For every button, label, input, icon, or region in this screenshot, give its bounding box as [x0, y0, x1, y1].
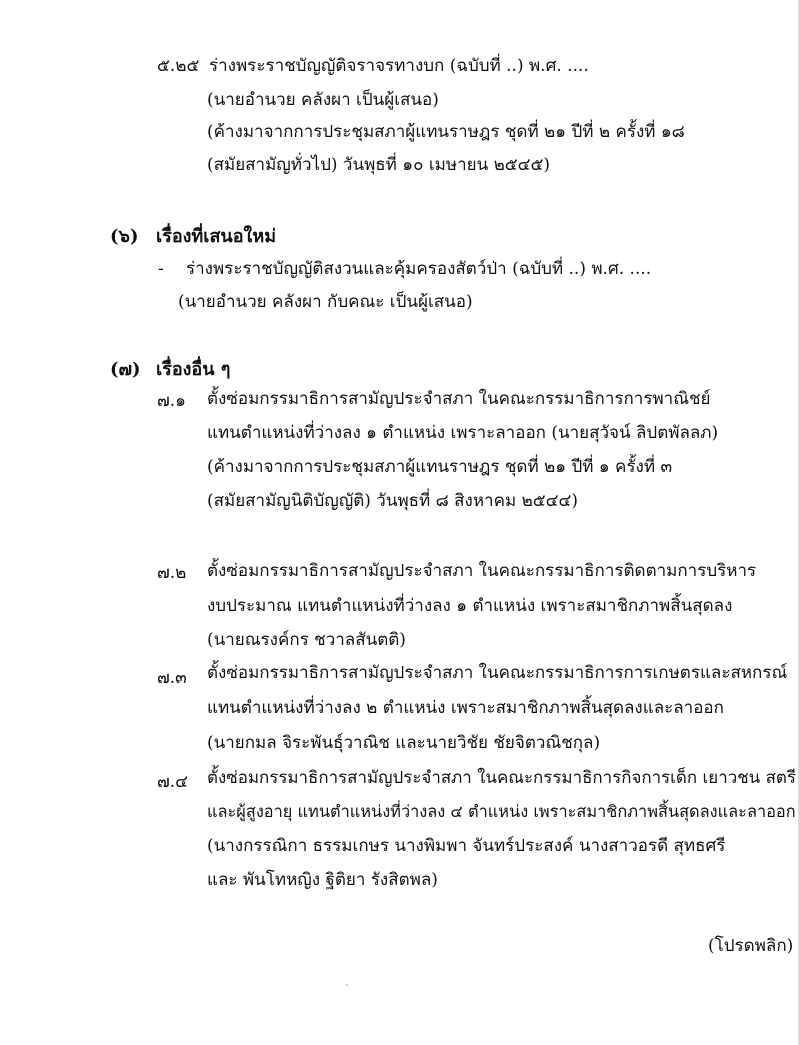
section-7-heading: เรื่องอื่น ๆ — [156, 359, 231, 380]
item-7-2-line: ตั้งซ่อมกรรมาธิการสามัญประจำสภา ในคณะกรรมาธิการติดตามการบริหาร — [207, 561, 757, 581]
item-5-25-proposer: (นายอำนวย คลังผา เป็นผู้เสนอ) — [207, 90, 439, 110]
item-5-25-session: (สมัยสามัญทั่วไป) วันพุธที่ ๑๐ เมษายน ๒๕๔๕) — [207, 155, 551, 175]
item-7-4-line: ตั้งซ่อมกรรมาธิการสามัญประจำสภา ในคณะกรรมาธิการกิจการเด็ก เยาวชน สตรี — [207, 767, 796, 787]
item-7-3-line: (นายกมล จิระพันธุ์วาณิช และนายวิชัย ชัยจิตวณิชกุล) — [207, 733, 601, 753]
item-7-1-line: (ค้างมาจากการประชุมสภาผู้แทนราษฎร ชุดที่ ๒๑ ปีที่ ๑ ครั้งที่ ๓ — [207, 457, 673, 477]
item-5-25-number: ๕.๒๕ — [157, 56, 200, 76]
section-7-number: (๗) — [110, 359, 141, 380]
item-7-1-line: (สมัยสามัญนิติบัญญัติ) วันพุธที่ ๘ สิงหาคม ๒๕๔๔) — [207, 491, 579, 511]
section-6-number: (๖) — [110, 226, 139, 247]
turn-page-note: (โปรดพลิก) — [708, 936, 794, 956]
item-7-3-number: ๗.๓ — [157, 668, 187, 688]
item-7-1-number: ๗.๑ — [157, 391, 186, 411]
section-6-heading: เรื่องที่เสนอใหม่ — [156, 226, 277, 247]
item-7-4-number: ๗.๔ — [157, 772, 189, 792]
section-6-proposer: (นายอำนวย คลังผา กับคณะ เป็นผู้เสนอ) — [178, 292, 473, 312]
item-7-3-line: แทนตำแหน่งที่ว่างลง ๒ ตำแหน่ง เพราะสมาชิกภาพสิ้นสุดลงและลาออก — [207, 698, 724, 718]
section-6-title: ร่างพระราชบัญญัติสงวนและคุ้มครองสัตว์ป่า (ฉบับที่ ..) พ.ศ. .... — [186, 259, 652, 279]
item-7-1-line: ตั้งซ่อมกรรมาธิการสามัญประจำสภา ในคณะกรรมาธิการการพาณิชย์ — [207, 389, 711, 409]
item-5-25-title: ร่างพระราชบัญญัติจราจรทางบก (ฉบับที่ ..) พ.ศ. .... — [209, 56, 589, 76]
item-7-1-line: แทนตำแหน่งที่ว่างลง ๑ ตำแหน่ง เพราะลาออก (นายสุวัจน์ ลิปตพัลลภ) — [207, 423, 719, 443]
scan-speck — [346, 984, 348, 986]
item-7-4-line: และผู้สูงอายุ แทนตำแหน่งที่ว่างลง ๔ ตำแหน่ง เพราะสมาชิกภาพสิ้นสุดลงและลาออก — [207, 802, 796, 821]
item-7-2-line: (นายณรงค์กร ชวาลสันตติ) — [207, 630, 406, 650]
item-7-2-line: งบประมาณ แทนตำแหน่งที่ว่างลง ๑ ตำแหน่ง เพราะสมาชิกภาพสิ้นสุดลง — [207, 596, 733, 616]
item-5-25-pending: (ค้างมาจากการประชุมสภาผู้แทนราษฎร ชุดที่ ๒๑ ปีที่ ๒ ครั้งที่ ๑๘ — [207, 122, 685, 142]
section-6-bullet: - — [158, 259, 164, 279]
item-7-4-line: และ พันโทหญิง ฐิติยา รังสิตพล) — [207, 870, 438, 890]
item-7-2-number: ๗.๒ — [157, 563, 187, 583]
item-7-3-line: ตั้งซ่อมกรรมาธิการสามัญประจำสภา ในคณะกรรมาธิการการเกษตรและสหกรณ์ — [207, 663, 788, 683]
item-7-4-line: (นางกรรณิกา ธรรมเกษร นางพิมพา จันทร์ประสงค์ นางสาวอรดี สุทธศรี — [207, 836, 726, 856]
